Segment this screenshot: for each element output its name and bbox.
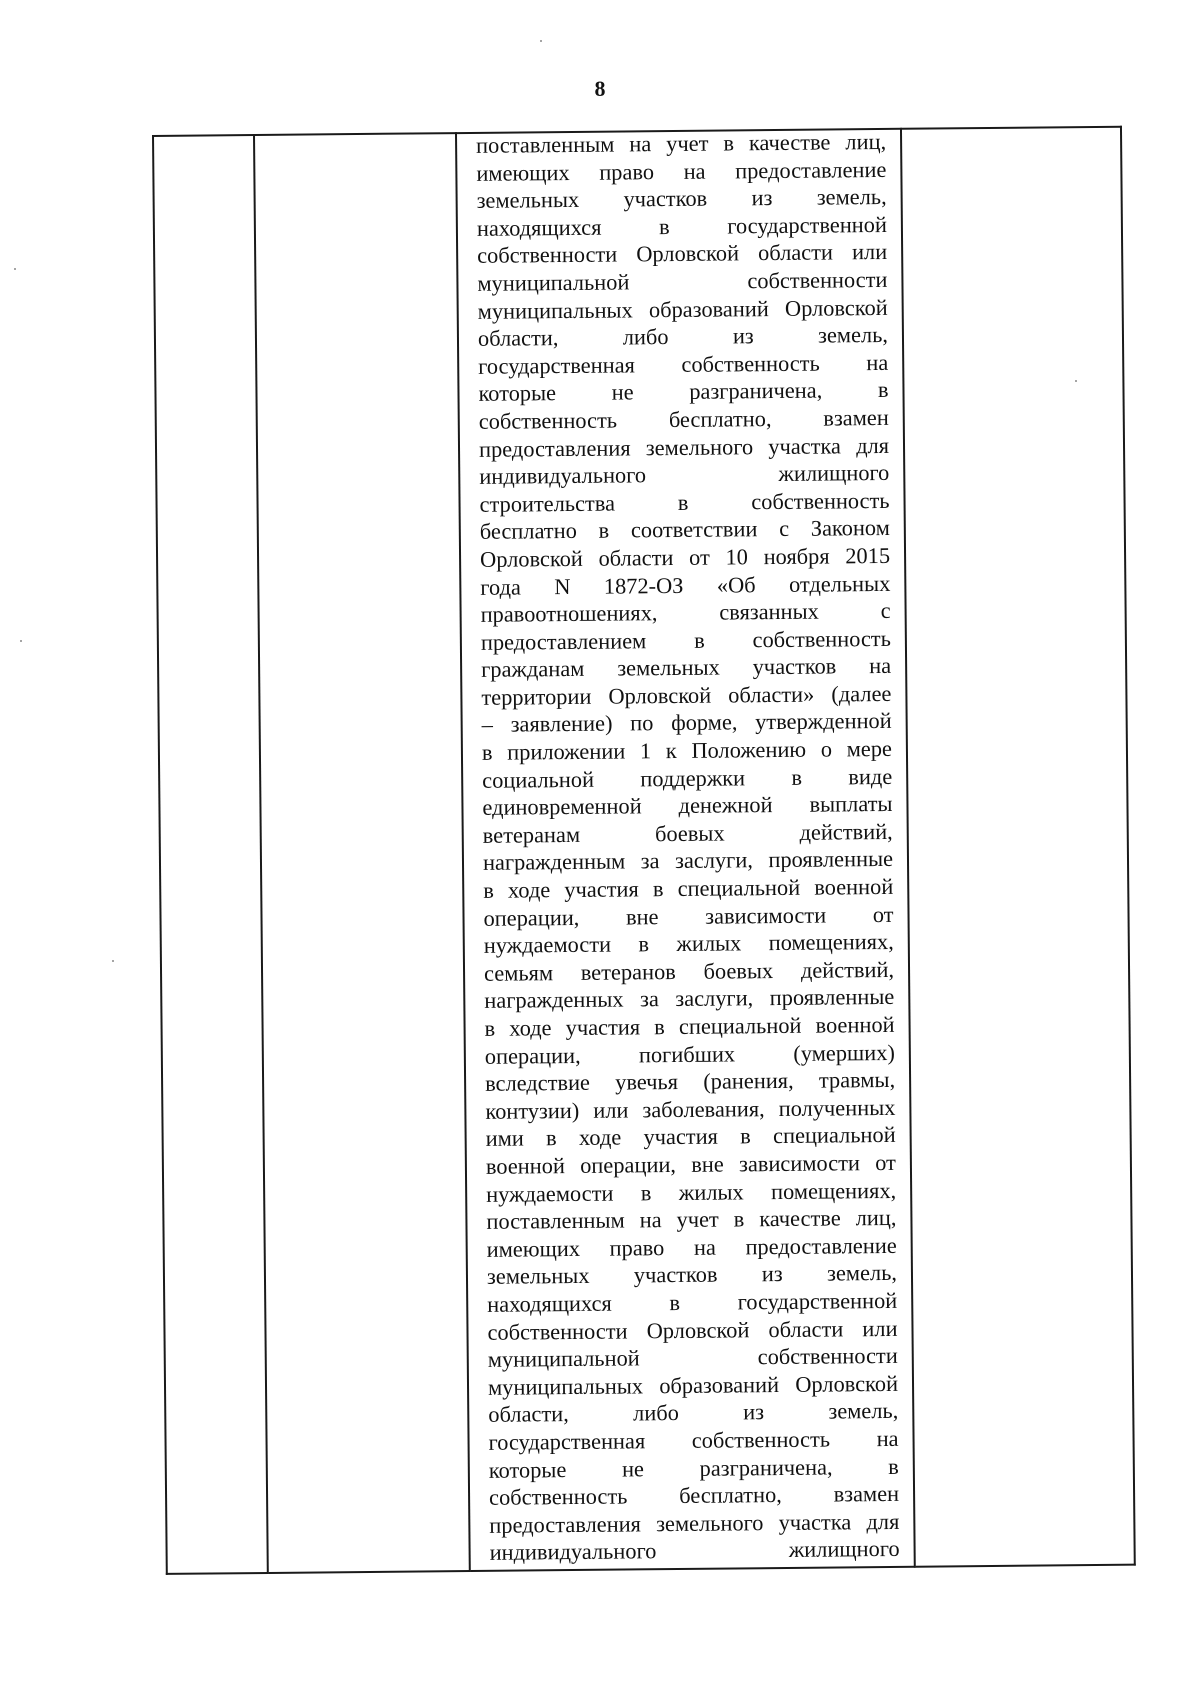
text-line: вследствие увечья (ранения, травмы, bbox=[485, 1067, 896, 1097]
text-line: собственности Орловской области или bbox=[477, 239, 888, 269]
text-line: операции, вне зависимости от bbox=[483, 901, 894, 931]
scan-speck bbox=[14, 268, 16, 270]
text-line: индивидуального жилищного bbox=[479, 460, 890, 489]
text-line: гражданам земельных участков на bbox=[481, 653, 892, 683]
text-line: строительства в собственность bbox=[479, 487, 890, 517]
text-line: области, либо из земель, bbox=[488, 1398, 899, 1428]
text-line: контузии) или заболевания, полученных bbox=[485, 1094, 896, 1124]
text-line: ими в ходе участия в специальной bbox=[485, 1122, 896, 1152]
text-line: собственность бесплатно, взамен bbox=[488, 1480, 900, 1510]
text-line: находящихся в государственной bbox=[476, 211, 888, 241]
text-line: муниципальной собственности bbox=[477, 266, 888, 296]
text-line: государственная собственность на bbox=[488, 1425, 899, 1455]
text-line: которые не разграничена, в bbox=[488, 1453, 899, 1483]
text-line: – заявление) по форме, утвержденной bbox=[481, 708, 892, 738]
text-line: в приложении 1 к Положению о мере bbox=[481, 735, 893, 765]
text-line: предоставлением в собственность bbox=[480, 625, 891, 655]
text-line: в ходе участия в специальной военной bbox=[483, 873, 894, 903]
text-line: нуждаемости в жилых помещениях, bbox=[483, 929, 894, 959]
scan-speck bbox=[20, 640, 22, 642]
text-line: находящихся в государственной bbox=[487, 1287, 898, 1317]
text-line: года N 1872-ОЗ «Об отдельных bbox=[480, 570, 891, 600]
text-line: социальной поддержки в виде bbox=[482, 763, 893, 793]
text-line: Орловской области от 10 ноября 2015 bbox=[479, 542, 891, 572]
text-line: поставленным на учет в качестве лиц, bbox=[475, 128, 887, 158]
text-line: награжденным за заслуги, проявленные bbox=[482, 846, 894, 876]
text-line: земельных участков из земель, bbox=[486, 1260, 898, 1290]
text-line: в ходе участия в специальной военной bbox=[484, 1011, 895, 1041]
text-line: операции, погибших (умерших) bbox=[484, 1039, 895, 1069]
text-line: нуждаемости в жилых помещениях, bbox=[486, 1177, 897, 1207]
text-line: имеющих право на предоставление bbox=[486, 1232, 897, 1262]
text-line: муниципальных образований Орловской bbox=[487, 1370, 899, 1400]
table-row bbox=[153, 127, 1135, 1574]
text-line: предоставления земельного участка для bbox=[489, 1508, 900, 1538]
text-line: индивидуального жилищного bbox=[489, 1536, 900, 1566]
text-line: ветеранам боевых действий, bbox=[482, 818, 893, 848]
text-line: собственности Орловской области или bbox=[487, 1315, 898, 1345]
text-line: которые не разграничена, в bbox=[478, 377, 889, 407]
text-line: земельных участков из земель, bbox=[476, 184, 887, 214]
text-line: награжденных за заслуги, проявленные bbox=[484, 984, 895, 1014]
table-cell-column-1 bbox=[153, 135, 268, 1574]
text-line: имеющих право на предоставление bbox=[476, 156, 887, 186]
text-line: государственная собственность на bbox=[478, 349, 889, 379]
text-line: единовременной денежной выплаты bbox=[482, 791, 893, 821]
text-line: области, либо из земель, bbox=[477, 322, 889, 352]
text-line: предоставления земельного участка для bbox=[478, 432, 890, 462]
table-cell-column-4 bbox=[901, 127, 1135, 1567]
document-table bbox=[152, 126, 1136, 1575]
text-line: территории Орловской области» (далее bbox=[481, 680, 892, 710]
text-line: военной операции, вне зависимости от bbox=[485, 1149, 897, 1179]
table-cell-text bbox=[457, 128, 914, 1567]
text-line: собственность бесплатно, взамен bbox=[478, 404, 889, 434]
scan-speck bbox=[1075, 380, 1077, 382]
text-line: муниципальной собственности bbox=[487, 1343, 898, 1372]
text-line: правоотношениях, связанных с bbox=[480, 598, 891, 627]
scan-speck bbox=[112, 960, 114, 962]
page-number: 8 bbox=[594, 76, 606, 101]
text-line: семьям ветеранов боевых действий, bbox=[483, 956, 895, 986]
text-line: поставленным на учет в качестве лиц, bbox=[486, 1205, 897, 1234]
text-line: муниципальных образований Орловской bbox=[477, 294, 888, 324]
scan-speck bbox=[540, 40, 542, 42]
text-line: бесплатно в соответствии с Законом bbox=[479, 515, 890, 545]
table-cell-column-2 bbox=[254, 133, 470, 1573]
table-cell-column-3 bbox=[456, 129, 915, 1571]
